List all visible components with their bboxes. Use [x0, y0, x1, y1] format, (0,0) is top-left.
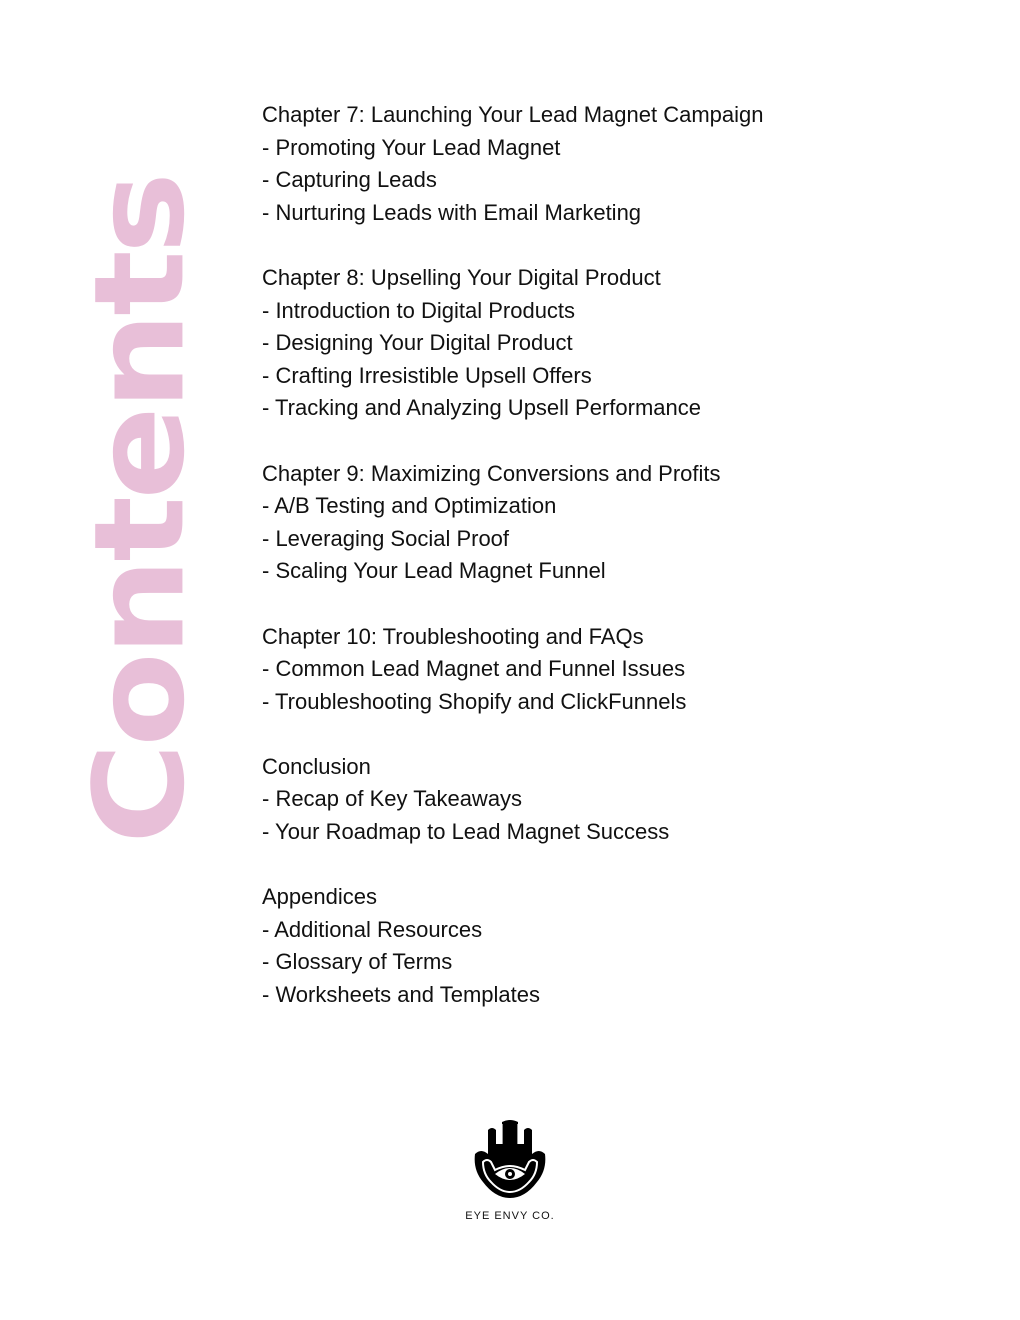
toc-item: - Crafting Irresistible Upsell Offers — [262, 362, 592, 388]
toc-item: - Promoting Your Lead Magnet — [262, 134, 561, 160]
table-of-contents — [262, 99, 962, 1044]
toc-section-chapter-9 — [262, 458, 962, 588]
toc-item: - A/B Testing and Optimization — [262, 493, 557, 519]
toc-item: - Tracking and Analyzing Upsell Performance — [262, 395, 701, 421]
toc-item: - Glossary of Terms — [262, 949, 453, 975]
section-heading: Chapter 10: Troubleshooting and FAQs — [262, 623, 644, 649]
contents-side-title — [60, 175, 220, 845]
section-heading: Chapter 8: Upselling Your Digital Product — [262, 264, 661, 290]
section-heading: Chapter 9: Maximizing Conversions and Profits — [262, 460, 721, 486]
toc-item: - Capturing Leads — [262, 167, 437, 193]
section-heading: Appendices — [262, 884, 377, 910]
toc-item: - Introduction to Digital Products — [262, 297, 576, 323]
toc-item: - Scaling Your Lead Magnet Funnel — [262, 558, 606, 584]
toc-item: - Troubleshooting Shopify and ClickFunnels — [262, 688, 687, 714]
toc-item: - Your Roadmap to Lead Magnet Success — [262, 819, 670, 845]
section-heading: Conclusion — [262, 753, 371, 779]
toc-section-appendices — [262, 881, 962, 1011]
hamsa-eye-icon — [473, 1118, 547, 1198]
toc-section-chapter-8 — [262, 262, 962, 425]
toc-item: - Recap of Key Takeaways — [262, 786, 523, 812]
toc-item: - Designing Your Digital Product — [262, 330, 573, 356]
toc-section-chapter-10 — [262, 621, 962, 719]
toc-section-chapter-7 — [262, 99, 962, 229]
brand-logo — [460, 1118, 560, 1222]
section-heading: Chapter 7: Launching Your Lead Magnet Campaign — [262, 102, 764, 127]
toc-item: - Nurturing Leads with Email Marketing — [262, 199, 642, 225]
toc-item: - Additional Resources — [262, 916, 483, 942]
toc-section-conclusion — [262, 751, 962, 849]
brand-name: EYE ENVY CO. — [465, 1210, 555, 1222]
toc-item: - Leveraging Social Proof — [262, 525, 510, 551]
toc-item: - Common Lead Magnet and Funnel Issues — [262, 656, 686, 682]
toc-item: - Worksheets and Templates — [262, 982, 540, 1008]
contents-title-text: Contents — [67, 175, 212, 845]
